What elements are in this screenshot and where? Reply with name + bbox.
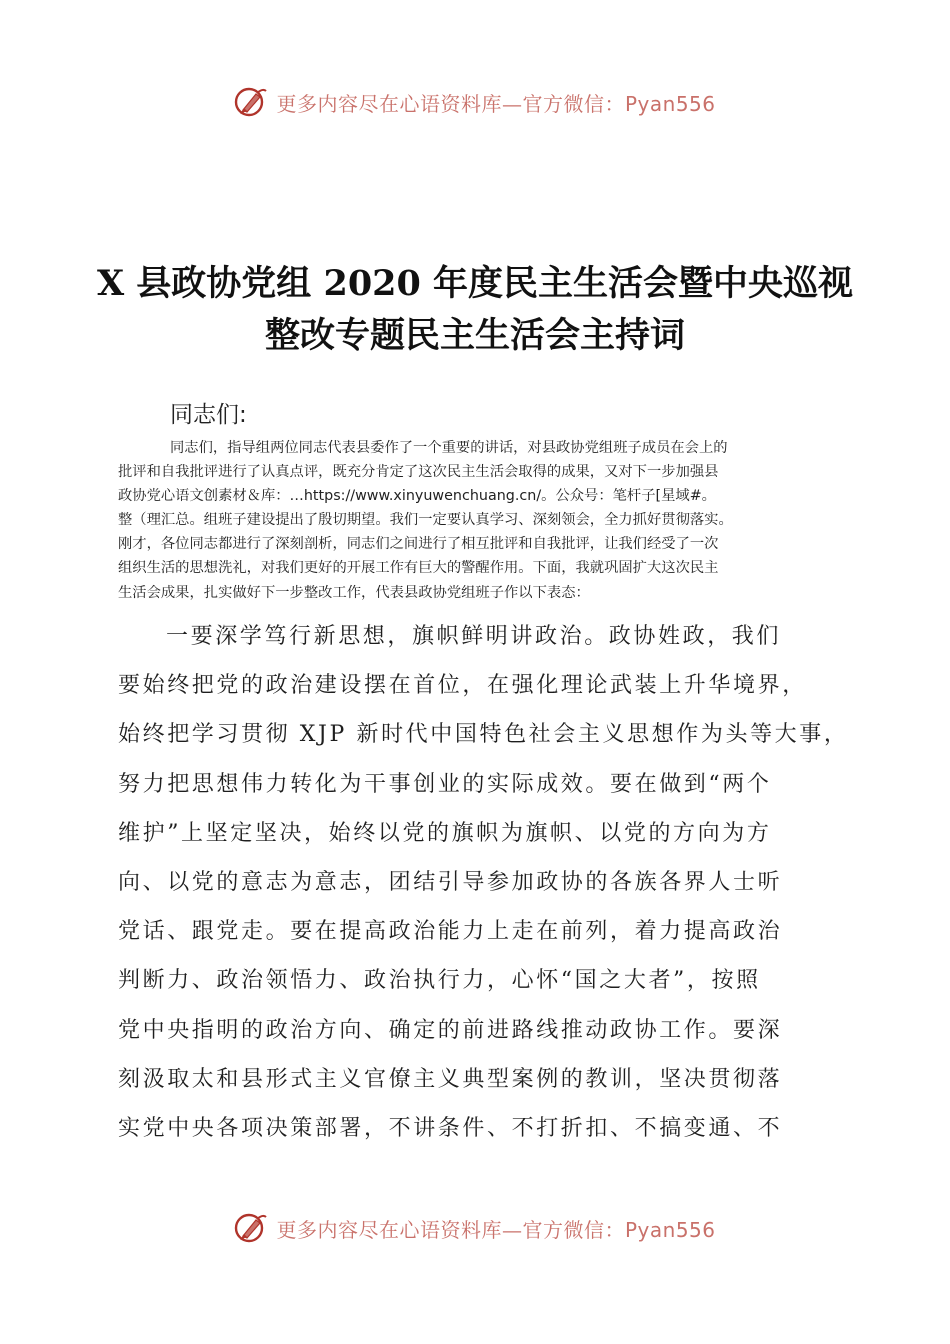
intro-line: 生活会成果，扎实做好下一步整改工作，代表县政协党组班子作以下表态： <box>118 584 590 601</box>
title-line: X 县政协党组 2020 年度民主生活会暨中央巡视 <box>96 263 854 304</box>
body-line: 刻汲取太和县形式主义官僚主义典型案例的教训，坚决贯彻落 <box>118 1066 783 1092</box>
body-line: 判断力、政治领悟力、政治执行力，心怀“国之大者”，按照 <box>118 968 761 994</box>
intro-paragraph <box>118 436 838 605</box>
body-line: 实党中央各项决策部署，不讲条件、不打折扣、不搞变通、不 <box>118 1116 783 1142</box>
body-paragraph <box>118 612 849 1153</box>
intro-line: 同志们，指导组两位同志代表县委作了一个重要的讲话，对县政协党组班子成员在会上的 <box>170 440 728 456</box>
title-line: 整改专题民主生活会主持词 <box>264 315 685 356</box>
wechat-id: Pyan556 <box>624 1217 716 1242</box>
footer-banner <box>0 1208 950 1248</box>
body-line: 维护”上坚定坚决，始终以党的旗帜为旗帜、以党的方向为方 <box>118 820 772 846</box>
banner-text: 更多内容尽在心语资料库—官方微信：Pyan556 <box>276 91 716 116</box>
header-banner <box>0 82 950 122</box>
intro-line: 政协党心语文创素材＆库：…https://www.xinyuwenchuang.cn/。公众号：笔杆子[星域#。 <box>118 488 716 505</box>
body-line: 党中央指明的政治方向、确定的前进路线推动政协工作。要深 <box>118 1017 783 1043</box>
wechat-id: Pyan556 <box>624 91 716 116</box>
banner-text: 更多内容尽在心语资料库—官方微信：Pyan556 <box>276 1217 716 1242</box>
pen-nib-circle-icon <box>234 85 268 119</box>
body-line: 向、以党的意志为意志，团结引导参加政协的各族各界人士听 <box>118 870 783 896</box>
intro-line: 刚才，各位同志都进行了深刻剖析，同志们之间进行了相互批评和自我批评，让我们经受了一次 <box>118 536 719 553</box>
intro-line: 批评和自我批评进行了认真点评，既充分肯定了这次民主生活会取得的成果，又对下一步加强县 <box>118 464 719 481</box>
intro-line: 整（理汇总。组班子建设提出了殷切期望。我们一定要认真学习、深刻领会，全力抓好贯彻落实。 <box>118 512 733 529</box>
pen-nib-circle-icon <box>234 1211 268 1245</box>
body-line: 努力把思想伟力转化为干事创业的实际成效。要在做到“两个 <box>118 771 772 797</box>
body-line: 始终把学习贯彻 XJP 新时代中国特色社会主义思想作为头等大事， <box>118 722 849 748</box>
intro-line: 组织生活的思想洗礼，对我们更好的开展工作有巨大的警醒作用。下面，我就巩固扩大这次民主 <box>118 560 719 577</box>
body-line: 一要深学笃行新思想，旗帜鲜明讲政治。政协姓政，我们 <box>166 624 782 649</box>
body-line: 党话、跟党走。要在提高政治能力上走在前列，着力提高政治 <box>118 919 783 945</box>
salutation: 同志们: <box>170 402 247 428</box>
document-title <box>60 258 890 362</box>
body-line: 要始终把党的政治建设摆在首位，在强化理论武装上升华境界， <box>118 673 807 699</box>
